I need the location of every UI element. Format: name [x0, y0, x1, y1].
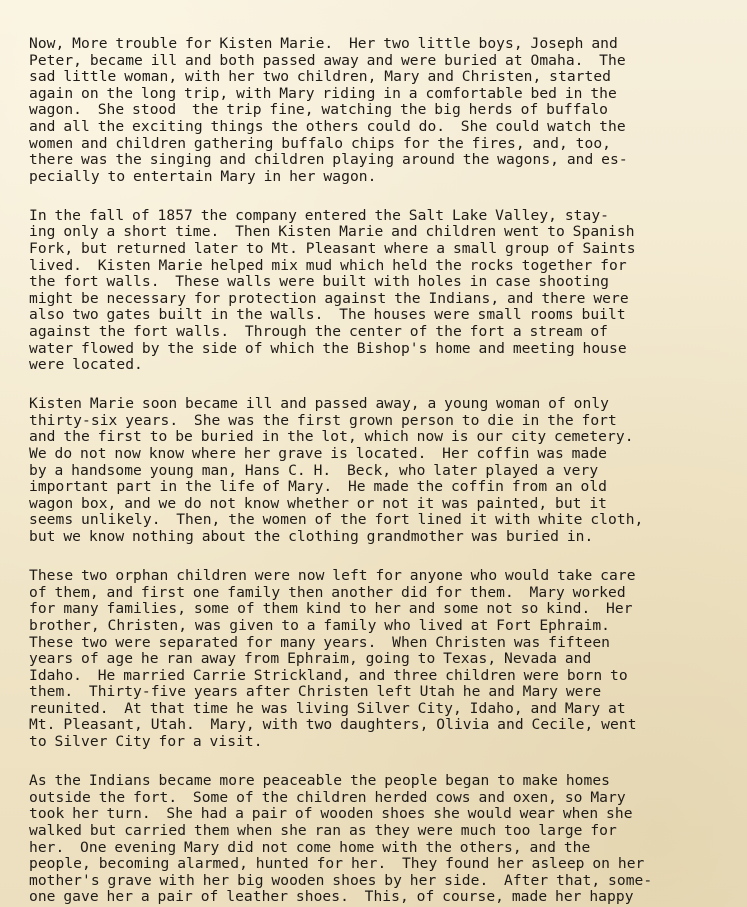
text-line: seems unlikely. Then, the women of the fort lined it with white cloth, [29, 511, 644, 529]
text-line: Peter, became ill and both passed away and were buried at Omaha. The [29, 51, 626, 69]
text-line: water flowed by the side of which the Bishop's home and meeting house [29, 339, 627, 357]
text-line: were located. [29, 356, 143, 374]
text-line: to Silver City for a visit. [29, 733, 263, 751]
text-line: and the first to be buried in the lot, which now is our city cemetery. [29, 428, 634, 446]
text-line: mother's grave with her big wooden shoes by her side. After that, some- [29, 871, 653, 889]
text-line: Fork, but returned later to Mt. Pleasant where a small group of Saints [29, 240, 636, 258]
text-line: years of age he ran away from Ephraim, going to Texas, Nevada and [29, 650, 592, 668]
text-line: again on the long trip, with Mary riding in a comfortable bed in the [29, 84, 617, 102]
text-line: by a handsome young man, Hans C. H. Beck, who later played a very [29, 461, 599, 479]
text-line: wagon box, and we do not know whether or not it was painted, but it [29, 494, 608, 512]
text-line: walked but carried them when she ran as they were much too large for [29, 821, 617, 839]
text-line: These two were separated for many years. When Christen was fifteen [29, 633, 611, 651]
paragraph-kisten-marie-death [29, 396, 737, 545]
paragraph-journey [29, 36, 737, 185]
text-line: Mt. Pleasant, Utah. Mary, with two daughters, Olivia and Cecile, went [29, 716, 637, 734]
text-line: thirty-six years. She was the first grown person to die in the fort [29, 411, 617, 429]
text-line: reunited. At that time he was living Silver City, Idaho, and Mary at [29, 699, 626, 717]
text-line: These two orphan children were now left for anyone who would take care [29, 567, 636, 585]
text-line: Now, More trouble for Kisten Marie. Her two little boys, Joseph and [29, 35, 618, 52]
text-line: We do not now know where her grave is located. Her coffin was made [29, 445, 608, 463]
text-line: Kisten Marie soon became ill and passed away, a young woman of only [29, 395, 610, 413]
text-line: them. Thirty-five years after Christen left Utah he and Mary were [29, 683, 602, 701]
text-line: women and children gathering buffalo chips for the fires, and, too, [29, 134, 612, 152]
text-line: Idaho. He married Carrie Strickland, and three children were born to [29, 666, 628, 684]
text-line: brother, Christen, was given to a family who lived at Fort Ephraim. [29, 616, 611, 634]
text-line: the fort walls. These walls were built with holes in case shooting [29, 273, 610, 291]
text-line: ing only a short time. Then Kisten Marie and children went to Spanish [29, 223, 635, 241]
text-line: for many families, some of them kind to her and some not so kind. Her [29, 600, 633, 618]
text-line: one gave her a pair of leather shoes. This, of course, made her happy [29, 888, 634, 906]
paragraph-wooden-shoes [29, 773, 737, 906]
text-line: pecially to entertain Mary in her wagon. [29, 167, 377, 185]
text-line: wagon. She stood the trip fine, watching the big herds of buffalo [29, 101, 609, 119]
text-line: and all the exciting things the others could do. She could watch the [29, 117, 626, 135]
text-line: took her turn. She had a pair of wooden shoes she would wear when she [29, 805, 633, 823]
text-line: but we know nothing about the clothing grandmother was buried in. [29, 528, 594, 546]
text-line: people, becoming alarmed, hunted for her. They found her asleep on her [29, 855, 645, 873]
text-line: also two gates built in the walls. The houses were small rooms built [29, 306, 626, 324]
text-line: against the fort walls. Through the center of the fort a stream of [29, 323, 609, 340]
text-line: there was the singing and children playing around the wagons, and es- [29, 151, 628, 169]
paragraph-orphan-children [29, 568, 737, 751]
text-line: might be necessary for protection against the Indians, and there were [29, 289, 629, 307]
text-line: sad little woman, with her two children, Mary and Christen, started [29, 68, 612, 86]
text-line: of them, and first one family then another did for them. Mary worked [29, 583, 626, 601]
text-line: In the fall of 1857 the company entered the Salt Lake Valley, stay- [29, 206, 610, 224]
text-line: her. One evening Mary did not come home with the others, and the [29, 838, 591, 856]
text-line: lived. Kisten Marie helped mix mud which held the rocks together for [29, 256, 627, 274]
text-line: important part in the life of Mary. He made the coffin from an old [29, 478, 608, 496]
text-line: As the Indians became more peaceable the people began to make homes [29, 772, 611, 790]
text-line: outside the fort. Some of the children herded cows and oxen, so Mary [29, 788, 626, 806]
paragraph-salt-lake-valley [29, 208, 737, 374]
